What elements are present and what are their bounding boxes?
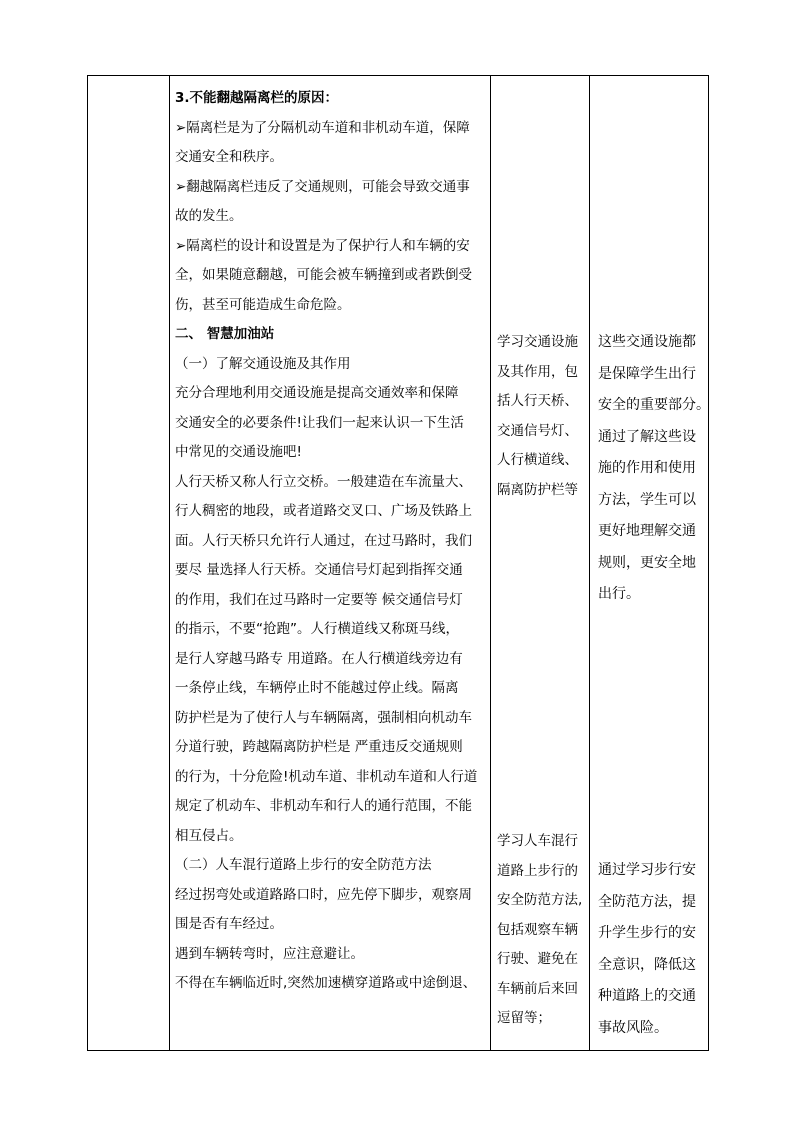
design-intent-line: 通过学习步行安 (598, 862, 696, 878)
design-intent-line: 全防范方法，提 (598, 893, 696, 910)
content-line: 3.不能翻越隔离栏的原因： (175, 90, 339, 106)
content-line: 相互侵占。 (175, 827, 243, 844)
design-intent-line: 更好地理解交通 (598, 523, 696, 539)
design-intent-line: 种道路上的交通 (598, 988, 696, 1004)
blank-left-column (88, 76, 170, 1051)
content-line: 是行人穿越马路专 用道路。在人行横道线旁边有 (175, 650, 463, 667)
design-intent-line: 出行。 (598, 586, 640, 602)
content-line: 中常见的交通设施吧! (175, 444, 302, 460)
design-intent-line: 安全的重要部分。 (598, 397, 710, 413)
design-intent-line: 方法，学生可以 (598, 491, 696, 508)
content-line: 规定了机动车、非机动车和行人的通行范围，不能 (175, 798, 472, 814)
student-activity-cell (491, 76, 590, 1051)
student-activity-line: 包括观察车辆 (497, 921, 578, 938)
design-intent-line: 这些交通设施都 (598, 334, 696, 350)
content-line: 故的发生。 (175, 208, 243, 224)
student-activity-line: 学习交通设施 (497, 334, 578, 350)
student-activity-line: 道路上步行的 (497, 862, 578, 879)
content-line: ➢隔离栏是为了分隔机动车道和非机动车道，保障 (175, 119, 470, 136)
design-intent-line: 施的作用和使用 (598, 460, 696, 476)
content-line: 行人稠密的地段，或者道路交叉口、广场及铁路上 (175, 503, 472, 519)
student-activity-block-1 (497, 328, 587, 505)
content-line: 要尽 量选择人行天桥。交通信号灯起到指挥交通 (175, 562, 463, 578)
content-line: 的指示，不要“抢跑”。人行横道线又称斑马线， (175, 621, 459, 637)
content-line: ➢翻越隔离栏违反了交通规则，可能会导致交通事 (175, 178, 470, 195)
student-activity-line: 行驶、避免在 (497, 951, 578, 967)
content-line: 围是否有车经过。 (175, 916, 283, 932)
content-line: 经过拐弯处或道路路口时，应先停下脚步，观察周 (175, 886, 472, 903)
design-intent-line: 规则，更安全地 (598, 554, 696, 571)
content-line: 的作用，我们在过马路时一定要等 候交通信号灯 (175, 591, 463, 608)
student-activity-line: 学习人车混行 (497, 833, 578, 849)
content-line: 一条停止线，车辆停止时不能越过停止线。隔离 (175, 680, 459, 696)
design-intent-line: 事故风险。 (598, 1019, 668, 1036)
content-line: 全，如果随意翻越，可能会被车辆撞到或者跌倒受 (175, 267, 472, 283)
student-activity-line: 人行横道线、 (497, 452, 578, 468)
lesson-plan-table (87, 75, 709, 1051)
table-row (88, 76, 709, 1051)
student-activity-block-2 (497, 827, 587, 1034)
student-activity-line: 逗留等； (497, 1010, 551, 1026)
student-activity-line: 车辆前后来回 (497, 980, 578, 997)
content-line: 防护栏是为了使行人与车辆隔离，强制相向机动车 (175, 709, 472, 726)
content-line: 的行为，十分危险!机动车道、非机动车道和人行道 (175, 768, 478, 785)
student-activity-line: 隔离防护栏等 (497, 481, 578, 498)
content-line: 交通安全的必要条件!让我们一起来认识一下生活 (175, 414, 464, 431)
design-intent-line: 升学生步行的安 (598, 925, 696, 941)
design-intent-line: 通过了解这些设 (598, 428, 696, 445)
content-line: 人行天桥又称人行立交桥。一般建造在车流量大、 (175, 473, 472, 490)
design-intent-line: 是保障学生出行 (598, 365, 696, 382)
design-intent-block-2 (598, 855, 704, 1044)
student-activity-line: 括人行天桥、 (497, 393, 578, 409)
design-intent-block-1 (598, 327, 710, 611)
content-line: 充分合理地利用交通设施是提高交通效率和保障 (175, 385, 459, 401)
content-line: （一）了解交通设施及其作用 (175, 355, 351, 372)
content-line: 交通安全和秩序。 (175, 149, 283, 165)
student-activity-line: 安全防范方法, (497, 892, 583, 908)
content-line: （二）人车混行道路上步行的安全防范方法 (175, 857, 432, 873)
content-line: 不得在车辆临近时,突然加速横穿道路或中途倒退、 (175, 975, 477, 991)
content-line: 分道行驶，跨越隔离防护栏是 严重违反交通规则 (175, 739, 463, 755)
teaching-content-cell (170, 76, 491, 1051)
content-line: 遇到车辆转弯时，应注意避让。 (175, 945, 364, 962)
design-intent-line: 全意识，降低这 (598, 956, 696, 973)
content-line: 面。人行天桥只允许行人通过，在过马路时，我们 (175, 532, 472, 549)
content-line: 伤，甚至可能造成生命危险。 (175, 296, 351, 313)
design-intent-cell (590, 76, 709, 1051)
content-line: ➢隔离栏的设计和设置是为了保护行人和车辆的安 (175, 237, 470, 254)
student-activity-line: 交通信号灯、 (497, 422, 578, 439)
student-activity-line: 及其作用，包 (497, 363, 578, 380)
content-line: 二、 智慧加油站 (175, 326, 275, 342)
